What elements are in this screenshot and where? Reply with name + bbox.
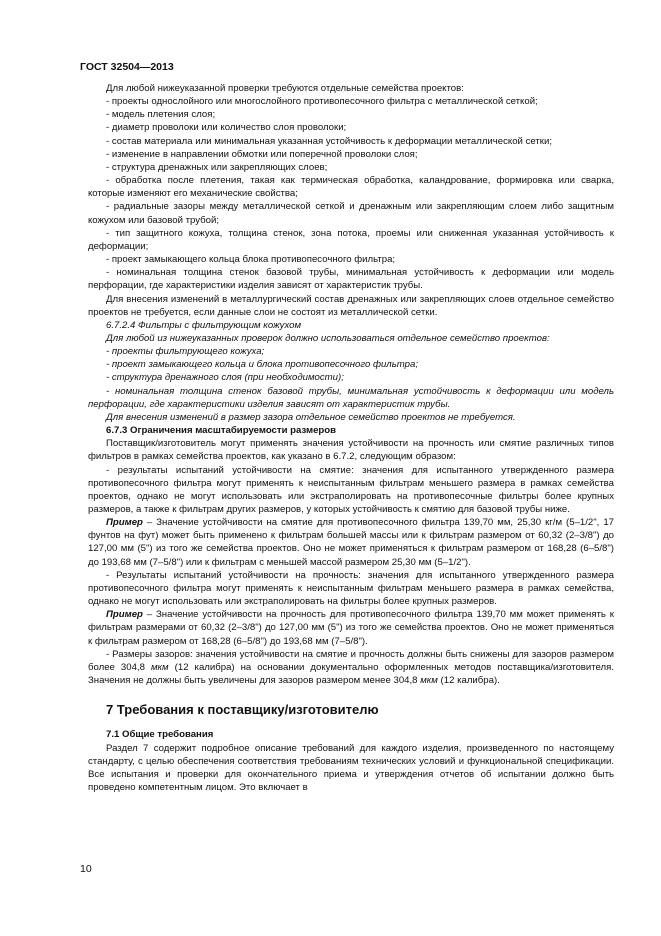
- list-item: - радиальные зазоры между металлической сеткой и дренажным или закрепляющим слоем либо защитным кожухом или базовой трубой;: [88, 201, 614, 226]
- example-text: – Значение устойчивости на смятие для противопесочного фильтра 139,70 мм, 25,30 кг/м (5–1/2", 17 фунтов на фут) может быть применено к фильтрам большей массы или к фильтрам размером от 60,32 (2–3/8") до 127,00 мм (5") из того же семейства проектов. Оно не может применяться к фильтрам размером от 168,28 (6–5/8") до 193,68 мм (7–5/8") или к фильтрам с меньшей массой размером 25,30 мм (5–1/2").: [88, 517, 614, 568]
- paragraph: Для внесения изменений в размер зазора отдельное семейство проектов не требуется.: [106, 411, 516, 423]
- list-item: - Результаты испытаний устойчивости на прочность: значения для испытанного утвержденного размера противопесочного фильтра могут применять к неиспытанным фильтрам меньшего размера в рамках семейства, однако не могут использовать или экстраполировать на фильтры более крупных размеров.: [88, 569, 614, 608]
- example-paragraph: [88, 516, 614, 569]
- paragraph: Для любой нижеуказанной проверки требуются отдельные семейства проектов:: [106, 83, 464, 94]
- subsection-title: 6.7.3 Ограничения масштабируемости размеров: [106, 425, 337, 437]
- list-item: - состав материала или минимальная указанная устойчивость к деформации металлической сетки;: [106, 135, 553, 147]
- example-label: Пример: [106, 517, 143, 529]
- list-item: - тип защитного кожуха, толщина стенок, зона потока, проемы или сниженная указанная устойчивость к деформации;: [88, 227, 614, 252]
- list-item: - структура дренажных или закрепляющих слоев;: [106, 161, 328, 173]
- list-item: - проекты фильтрующего кожуха;: [106, 346, 265, 358]
- subsection-title: 6.7.2.4 Фильтры с фильтрующим кожухом: [106, 319, 302, 331]
- list-item: - Размеры зазоров: значения устойчивости на смятие и прочность должны быть снижены для зазоров размером более 304,8 мкм (12 калибра) на основании документально оформленных методов поставщика/изготовителя. Значения не должны быть увеличены для зазоров размером менее 304,8 мкм (12 калибра).: [88, 648, 614, 687]
- list-item: - изменение в направлении обмотки или поперечной проволоки слоя;: [106, 148, 418, 160]
- section-title: 7 Требования к поставщику/изготовителю: [106, 702, 379, 718]
- example-text: – Значение устойчивости на прочность для противопесочного фильтра 139,70 мм может применять к фильтрам размерами от 60,32 (2–3/8") до 127,00 мм (5") из того же семейства проектов. Оно не может применяться к фильтрам размером от 168,28 (6–5/8") до 193,68 мм (7–5/8").: [88, 609, 614, 647]
- list-item: - диаметр проволоки или количество слоя проволоки;: [106, 122, 347, 134]
- paragraph: Раздел 7 содержит подробное описание требований для каждого изделия, произведенного по настоящему стандарту, с целью обеспечения соответствия требованиям технических условий и функциональной спецификации. Все испытания и проверки для окончательного приема и утверждения отчетов об испытании должно быть проведено компетентным лицом. Это включает в: [88, 742, 614, 793]
- list-item: - структура дренажного слоя (при необходимости);: [106, 372, 344, 384]
- paragraph: Поставщик/изготовитель могут применять значения устойчивости на прочность или смятие различных типов фильтров в рамках семейства проектов, как указано в 6.7.2, следующим образом:: [88, 438, 614, 463]
- list-item: - проекты однослойного или многослойного противопесочного фильтра с металлической сеткой;: [106, 96, 538, 108]
- example-label: Пример: [106, 609, 143, 621]
- page-number: 10: [80, 863, 92, 875]
- page-body: [88, 82, 614, 794]
- list-item: - номинальная толщина стенок базовой трубы, минимальная устойчивость к деформации или модель перфорации, где характеристики изделия зависят от характеристик трубы.: [88, 267, 614, 292]
- list-item: - обработка после плетения, такая как термическая обработка, каландрование, формировка или сварка, которые изменяют его механические свойства;: [88, 175, 614, 200]
- paragraph: Для любой из нижеуказанных проверок должно использоваться отдельное семейство проектов:: [106, 332, 550, 344]
- list-item: - номинальная толщина стенок базовой трубы, минимальная устойчивость к деформации или модель перфорации, где характеристики изделия зависят от характеристик трубы.: [88, 385, 614, 410]
- document-header: ГОСТ 32504—2013: [80, 61, 174, 73]
- list-item: - проект замыкающего кольца и блока противопесочного фильтра;: [106, 359, 418, 371]
- example-paragraph: [88, 608, 614, 647]
- list-item: - модель плетения слоя;: [106, 109, 216, 121]
- subsection-title: 7.1 Общие требования: [106, 729, 214, 741]
- list-item: - результаты испытаний устойчивости на смятие: значения для испытанного утвержденного размера противопесочного фильтра могут применять к неиспытанным фильтрам меньшего размера в рамках семейства проектов, однако не могут использовать или экстраполировать на противопесочные фильтры более крупных размеров, а также к фильтрам других размеров, у которых устойчивость к смятию для базовой трубы ниже.: [88, 464, 614, 515]
- list-item: - проект замыкающего кольца блока противопесочного фильтра;: [106, 254, 396, 266]
- unit: мкм: [150, 661, 169, 673]
- unit: мкм: [420, 675, 438, 687]
- paragraph: Для внесения изменений в металлургический состав дренажных или закрепляющих слоев отдельное семейство проектов не требуется, если данные слои не состоят из металлической сетки.: [88, 293, 614, 318]
